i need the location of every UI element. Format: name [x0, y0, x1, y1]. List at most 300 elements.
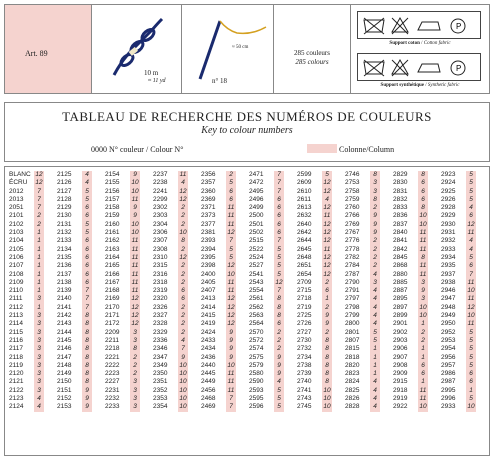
column-number: 9: [130, 171, 140, 179]
column-number: 9: [322, 312, 332, 320]
column-number: 9: [130, 212, 140, 220]
table-row: [345, 253, 377, 262]
column-number: 4: [370, 395, 380, 403]
table-row: [297, 386, 331, 395]
table-row: [105, 336, 137, 345]
colour-number: 2938: [441, 278, 456, 286]
table-row: [393, 336, 425, 345]
column-number: 4: [370, 295, 380, 303]
colour-number: 2130: [57, 212, 72, 220]
table-row: [249, 195, 281, 204]
column-number: 12: [131, 312, 139, 320]
colour-number: 2738: [297, 361, 312, 369]
colour-number: 2541: [249, 270, 264, 278]
column-number: 10: [419, 312, 427, 320]
colour-number: 2328: [153, 320, 168, 328]
column-number: 12: [227, 229, 235, 237]
table-row: [249, 237, 281, 245]
column-number: 12: [323, 179, 331, 187]
colour-number: 2776: [345, 237, 360, 245]
table-row: [201, 278, 235, 287]
colour-number: 2135: [57, 253, 72, 261]
table-row: [57, 320, 89, 328]
legend-colour-number: 0000 N° couleur / Colour N°: [91, 145, 184, 154]
table-row: [441, 204, 473, 212]
column-number: 11: [227, 378, 235, 386]
colour-number: 2356: [201, 171, 216, 178]
colour-number: 2831: [393, 187, 408, 195]
column-number: 5: [466, 345, 476, 353]
table-row: [345, 395, 377, 403]
column-number: 6: [274, 221, 284, 229]
table-row: [393, 262, 427, 270]
table-row: [57, 336, 89, 345]
care-caption-cotton: Support coton / Cotton fabric: [389, 41, 451, 46]
colour-number: 2924: [441, 179, 456, 187]
table-row: [441, 395, 473, 403]
colour-number: 2371: [201, 204, 216, 212]
table-row: [153, 295, 185, 303]
colour-number: 2227: [105, 378, 120, 386]
table-row: [153, 403, 187, 411]
table-row: [201, 361, 235, 370]
table-row: [345, 187, 377, 196]
colour-number: 2116: [9, 336, 23, 344]
colour-number: 2222: [105, 361, 120, 369]
colour-number: 2369: [201, 195, 216, 203]
table-row: [297, 262, 331, 270]
column-number: 12: [467, 303, 475, 311]
column-number: 5: [466, 354, 476, 362]
colour-number: 2148: [57, 361, 72, 369]
table-row: [9, 187, 41, 196]
skein-length: 10 m: [144, 69, 159, 77]
table-row: [153, 229, 187, 237]
colour-number: 2456: [201, 386, 216, 394]
table-row: [105, 287, 139, 295]
colour-number: 2947: [441, 295, 456, 303]
colour-number: 2150: [57, 378, 72, 386]
column-number: 9: [274, 370, 284, 378]
colour-number: 2957: [441, 361, 456, 369]
table-row: [153, 287, 185, 295]
colour-number: 2824: [345, 378, 360, 386]
colour-number: 2833: [393, 204, 408, 212]
table-row: [153, 353, 185, 362]
column-number: 3: [34, 378, 44, 386]
table-column: [9, 171, 43, 453]
table-row: [441, 336, 473, 345]
table-row: [297, 229, 331, 237]
column-number: 6: [274, 320, 284, 328]
colour-number: 2842: [393, 245, 408, 253]
colour-number: 2760: [345, 204, 360, 212]
colour-number: 2902: [393, 328, 408, 336]
table-row: [153, 378, 187, 386]
table-row: [201, 345, 233, 353]
legend-swatch: [307, 144, 337, 153]
column-number: 4: [466, 246, 476, 254]
column-number: 12: [35, 171, 43, 178]
column-number: 12: [131, 303, 139, 311]
table-column: [249, 171, 283, 453]
colour-number: 2051: [9, 204, 24, 212]
table-row: [297, 179, 331, 187]
colour-number: 2155: [105, 179, 120, 187]
table-row: [297, 287, 329, 295]
column-number: 3: [130, 378, 140, 386]
column-number: 6: [82, 212, 92, 220]
table-row: [9, 336, 41, 345]
table-row: [297, 253, 331, 262]
colour-number: 2152: [57, 395, 72, 403]
column-number: 2: [370, 262, 380, 270]
colour-number: 2522: [249, 245, 264, 253]
colour-number: 2496: [249, 195, 264, 203]
colour-number: 2101: [9, 212, 24, 220]
colour-number: 2413: [201, 295, 216, 303]
table-row: [201, 171, 233, 179]
column-number: 4: [370, 271, 380, 279]
column-number: 3: [34, 370, 44, 378]
skein-panel: [92, 5, 182, 93]
colour-number: 2107: [9, 262, 24, 270]
column-number: 7: [82, 295, 92, 303]
table-row: [105, 262, 139, 270]
column-number: 5: [82, 196, 92, 204]
table-row: [9, 195, 41, 204]
column-number: 3: [34, 345, 44, 353]
colour-number: 2373: [201, 212, 216, 220]
colour-number: 2114: [9, 320, 23, 328]
table-row: [345, 270, 377, 279]
table-row: [441, 328, 473, 337]
column-number: 5: [466, 179, 476, 187]
table-row: [153, 220, 185, 229]
table-row: [153, 212, 185, 220]
column-number: 5: [274, 246, 284, 254]
colour-number: 2316: [153, 270, 168, 278]
table-row: [249, 212, 281, 220]
column-number: 6: [82, 237, 92, 245]
colour-number: 2595: [249, 395, 264, 403]
table-column: [345, 171, 377, 453]
table-row: [201, 287, 235, 295]
column-number: 5: [274, 395, 284, 403]
table-row: [249, 278, 283, 287]
colour-number: 2784: [345, 262, 360, 270]
table-row: [201, 179, 233, 187]
table-row: [201, 270, 235, 279]
column-number: 6: [82, 204, 92, 212]
column-number: 5: [466, 362, 476, 370]
table-row: [201, 336, 233, 345]
column-number: 6: [418, 179, 428, 187]
column-number: 4: [466, 237, 476, 245]
table-row: [297, 345, 329, 353]
needle-number: n° 18: [212, 77, 228, 85]
table-row: [105, 278, 139, 287]
colour-number: ÉCRU: [9, 179, 28, 187]
colour-number: 2950: [441, 320, 456, 328]
column-number: 9: [226, 329, 236, 337]
column-number: 1: [34, 246, 44, 254]
column-number: 5: [274, 387, 284, 395]
colour-number: 2769: [345, 220, 360, 228]
column-number: 2: [322, 329, 332, 337]
column-number: 2: [274, 329, 284, 337]
table-row: [9, 179, 43, 187]
column-number: 7: [274, 237, 284, 245]
colour-number: 2572: [249, 336, 264, 344]
column-number: 3: [130, 387, 140, 395]
colour-number: 2304: [153, 220, 168, 228]
table-row: [105, 395, 137, 403]
table-row: [201, 220, 235, 229]
colour-number: 2120: [9, 370, 24, 378]
colour-number: 2233: [105, 403, 120, 411]
colour-number: 2122: [9, 386, 24, 394]
table-row: [57, 204, 89, 212]
table-row: [249, 187, 281, 196]
colour-number: 2110: [9, 287, 23, 295]
column-number: 1: [370, 362, 380, 370]
column-number: 3: [34, 387, 44, 395]
column-number: 2: [370, 237, 380, 245]
colour-number: 2393: [201, 237, 216, 245]
table-row: [249, 253, 281, 262]
column-number: 5: [274, 403, 284, 411]
colour-number: 2124: [9, 403, 24, 411]
column-number: 10: [179, 361, 187, 369]
colour-count: [274, 5, 351, 93]
colour-number: 2106: [9, 253, 24, 261]
column-number: 11: [131, 287, 139, 295]
table-row: [57, 328, 89, 337]
colour-number: 2472: [249, 179, 264, 187]
table-row: [105, 253, 139, 262]
colour-number: 2320: [153, 295, 168, 303]
colour-number: 2934: [441, 253, 456, 261]
column-number: 12: [323, 253, 331, 261]
table-row: [441, 195, 473, 204]
table-row: [393, 370, 425, 378]
column-number: 5: [370, 337, 380, 345]
table-row: [393, 320, 425, 328]
column-number: 7: [226, 395, 236, 403]
colour-number: 2156: [105, 187, 120, 195]
column-number: 11: [227, 212, 235, 220]
column-number: 12: [227, 320, 235, 328]
colour-number: 2840: [393, 229, 408, 237]
column-number: 1: [418, 345, 428, 353]
table-row: [393, 312, 427, 320]
care-panel: [351, 5, 489, 93]
colour-number: 2241: [153, 187, 168, 195]
colour-number: 2434: [201, 345, 216, 353]
table-row: [441, 212, 473, 220]
column-number: 2: [370, 246, 380, 254]
colour-number: 2933: [441, 245, 456, 253]
article-number: Art. 89: [25, 49, 48, 58]
column-number: 4: [178, 179, 188, 187]
table-row: [393, 403, 427, 411]
colour-number: 2611: [297, 195, 311, 203]
colour-number: 2580: [249, 370, 264, 378]
table-row: [57, 312, 89, 320]
colour-number: 2319: [153, 287, 168, 295]
table-row: [441, 353, 473, 362]
colour-number: 2415: [201, 312, 216, 320]
table-row: [57, 237, 89, 245]
table-row: [9, 345, 41, 353]
column-number: 6: [418, 362, 428, 370]
column-number: 1: [34, 271, 44, 279]
table-row: [9, 312, 41, 320]
column-number: 8: [322, 362, 332, 370]
column-number: 12: [227, 303, 235, 311]
colour-number: 2128: [57, 195, 72, 203]
table-row: [441, 312, 475, 320]
colour-number: 2419: [201, 320, 216, 328]
colour-number: 2654: [297, 270, 312, 278]
column-number: 1: [34, 287, 44, 295]
colour-number: 2931: [441, 229, 456, 237]
column-number: 7: [34, 188, 44, 196]
column-number: 11: [227, 386, 235, 394]
table-row: [393, 245, 427, 254]
colour-number: 2791: [345, 287, 360, 295]
colour-number: 2126: [57, 179, 72, 187]
table-row: [105, 195, 139, 204]
table-row: [345, 328, 377, 337]
table-row: [345, 312, 377, 320]
table-row: [105, 270, 139, 279]
table-row: [153, 237, 185, 245]
needle-panel: [182, 5, 274, 93]
table-row: [297, 212, 331, 220]
table-row: [249, 403, 281, 411]
colour-number: 2127: [57, 187, 72, 195]
column-number: 11: [131, 253, 139, 261]
column-number: 2: [178, 312, 188, 320]
colour-number: 2158: [105, 204, 120, 212]
colour-number: 2353: [153, 395, 168, 403]
table-row: [345, 229, 377, 237]
table-row: [105, 171, 137, 179]
colour-number: 2799: [345, 312, 360, 320]
colour-number: 2395: [201, 253, 216, 261]
colour-number: 2923: [441, 171, 456, 178]
table-row: [57, 253, 89, 262]
colour-number: 2398: [201, 262, 216, 270]
column-number: 2: [322, 304, 332, 312]
colour-number: 2144: [57, 328, 72, 336]
table-row: [249, 353, 281, 362]
column-number: 2: [178, 262, 188, 270]
column-number: 1: [322, 295, 332, 303]
column-number: 2: [178, 271, 188, 279]
column-number: 3: [34, 362, 44, 370]
colour-number: 2132: [57, 229, 72, 237]
colour-number: 2471: [249, 171, 264, 178]
colour-number: 2436: [201, 353, 216, 361]
colour-number: 2231: [105, 386, 120, 394]
table-row: [9, 303, 41, 312]
colour-number: 2433: [201, 336, 216, 344]
table-row: [9, 328, 41, 337]
colour-number: 2929: [441, 212, 456, 220]
colour-number: 2318: [153, 278, 168, 286]
table-row: [393, 171, 425, 179]
colour-number: 2141: [57, 303, 72, 311]
table-row: [201, 303, 235, 312]
colour-number: 2996: [441, 395, 456, 403]
table-row: [249, 395, 281, 403]
column-number: 9: [82, 395, 92, 403]
table-row: [393, 361, 425, 370]
colour-number: 2414: [201, 303, 216, 311]
table-row: [393, 220, 427, 229]
table-row: [297, 403, 331, 411]
table-row: [441, 245, 473, 254]
product-header: [4, 4, 490, 94]
colour-number: 2926: [441, 195, 456, 203]
table-row: [153, 179, 185, 187]
table-row: [105, 386, 137, 395]
column-number: 4: [466, 204, 476, 212]
table-row: [105, 370, 137, 378]
column-number: 1: [370, 345, 380, 353]
colour-number: 2718: [297, 295, 312, 303]
table-row: [105, 179, 139, 187]
column-number: 11: [227, 370, 235, 378]
colour-number: 2609: [297, 179, 312, 187]
colour-number: 2948: [441, 303, 456, 311]
colour-number: 2172: [105, 320, 120, 328]
column-number: 5: [370, 329, 380, 337]
column-number: 10: [467, 312, 475, 320]
table-column: [153, 171, 187, 453]
table-row: [393, 287, 425, 295]
table-row: [393, 295, 425, 303]
column-number: 9: [82, 387, 92, 395]
table-column: [441, 171, 475, 453]
table-row: [441, 403, 475, 411]
colour-number: 2310: [153, 253, 168, 261]
column-number: 11: [419, 395, 427, 403]
column-number: 8: [130, 345, 140, 353]
table-row: [393, 270, 427, 279]
table-row: [345, 212, 377, 220]
table-row: [393, 253, 425, 262]
column-number: 8: [322, 378, 332, 386]
colour-number: 2153: [57, 403, 72, 411]
column-number: 11: [131, 245, 139, 253]
page-title: TABLEAU DE RECHERCHE DES NUMÉROS DE COULEURS: [62, 109, 432, 124]
table-row: [57, 386, 89, 395]
column-number: 3: [130, 337, 140, 345]
column-number: 1: [34, 254, 44, 262]
column-number: 7: [274, 171, 284, 179]
column-number: 5: [466, 196, 476, 204]
colour-number: 2164: [105, 253, 120, 261]
column-number: 6: [322, 287, 332, 295]
table-row: [249, 204, 281, 212]
colour-number: 2140: [57, 295, 72, 303]
colour-number: 2524: [249, 253, 264, 261]
colour-number: 2885: [393, 278, 408, 286]
